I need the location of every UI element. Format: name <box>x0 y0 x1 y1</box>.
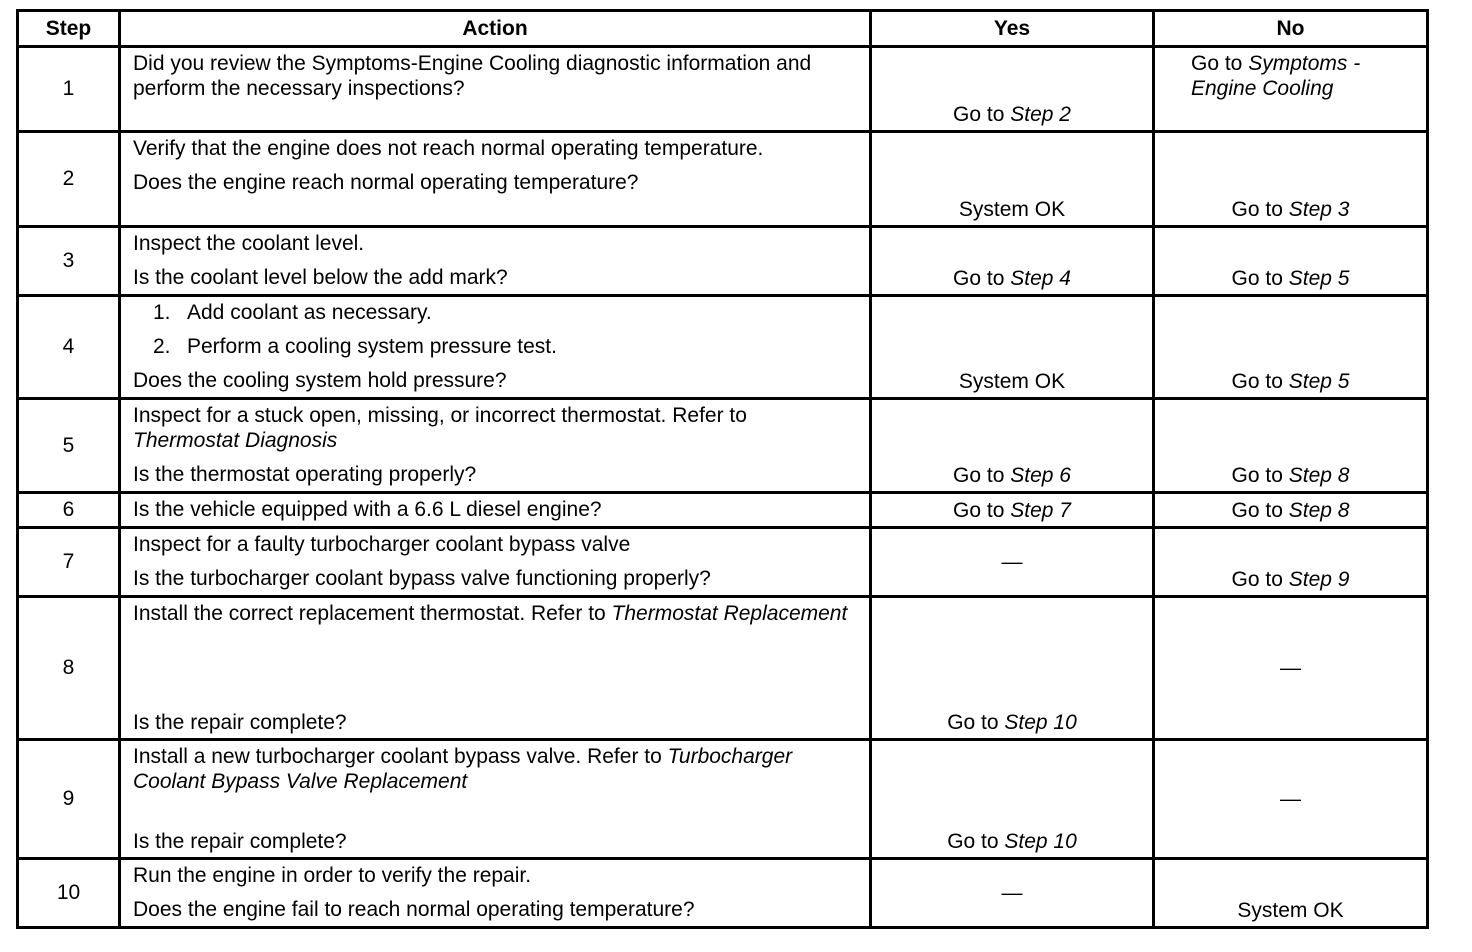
reference-link[interactable]: Thermostat Replacement <box>611 602 848 625</box>
action-question: Does the cooling system hold pressure? <box>133 369 507 392</box>
action-cell <box>120 597 871 740</box>
no-link[interactable]: Step 3 <box>1288 198 1350 221</box>
list-number: 1. <box>153 301 171 324</box>
no-link[interactable]: Step 9 <box>1288 568 1350 591</box>
yes-link[interactable]: Step 4 <box>1010 267 1071 290</box>
action-instruction: Verify that the engine does not reach normal operating temperature. <box>133 137 764 160</box>
yes-prefix: Go to <box>947 830 1005 853</box>
reference-link[interactable]: Turbocharger Coolant Bypass Valve Replacement <box>133 745 793 793</box>
yes-link[interactable]: Step 6 <box>1010 464 1071 487</box>
no-prefix: Go to <box>1231 464 1289 487</box>
action-question: Is the vehicle equipped with a 6.6 L diesel engine? <box>133 498 602 521</box>
yes-cell <box>871 296 1154 399</box>
no-link[interactable]: Step 8 <box>1288 464 1350 487</box>
table-row <box>18 47 1428 132</box>
no-prefix: Go to <box>1231 198 1289 221</box>
list-text: Add coolant as necessary. <box>187 301 432 324</box>
action-question: Does the engine fail to reach normal operating temperature? <box>133 898 695 921</box>
action-cell <box>120 859 871 928</box>
yes-cell <box>871 597 1154 740</box>
action-question: Is the coolant level below the add mark? <box>133 266 508 289</box>
no-cell <box>1154 528 1428 597</box>
instruction-text: Inspect for a stuck open, missing, or incorrect thermostat. Refer to <box>133 404 747 427</box>
action-cell <box>120 47 871 132</box>
action-cell <box>120 132 871 227</box>
yes-cell <box>871 399 1154 493</box>
yes-cell <box>871 859 1154 928</box>
yes-prefix: Go to <box>947 711 1005 734</box>
no-cell <box>1154 740 1428 859</box>
yes-cell <box>871 132 1154 227</box>
no-result: — <box>1280 656 1301 680</box>
no-prefix: Go to <box>1231 568 1289 591</box>
list-item <box>153 334 857 359</box>
table-row <box>18 493 1428 528</box>
yes-link[interactable]: Step 10 <box>1004 830 1077 853</box>
no-result: — <box>1280 787 1301 811</box>
no-link[interactable]: Step 8 <box>1288 499 1350 522</box>
action-cell <box>120 296 871 399</box>
action-instruction <box>133 403 857 453</box>
no-cell <box>1154 132 1428 227</box>
reference-link[interactable]: Thermostat Diagnosis <box>133 429 338 452</box>
action-cell <box>120 493 871 528</box>
table-row <box>18 859 1428 928</box>
no-cell <box>1154 493 1428 528</box>
no-cell <box>1154 47 1428 132</box>
action-instruction: Inspect the coolant level. <box>133 232 365 255</box>
header-row <box>18 11 1428 47</box>
step-number: 5 <box>18 399 120 493</box>
action-question: Is the repair complete? <box>133 711 347 734</box>
action-instruction <box>133 744 857 794</box>
action-question: Is the thermostat operating properly? <box>133 463 477 486</box>
yes-cell <box>871 740 1154 859</box>
yes-prefix: Go to <box>953 267 1011 290</box>
action-instruction: Run the engine in order to verify the repair. <box>133 864 532 887</box>
yes-cell <box>871 528 1154 597</box>
yes-cell <box>871 227 1154 296</box>
no-link[interactable]: Symptoms - Engine Cooling <box>1191 52 1361 100</box>
action-cell <box>120 227 871 296</box>
action-cell <box>120 399 871 493</box>
yes-link[interactable]: Step 2 <box>1010 103 1071 126</box>
no-cell <box>1154 227 1428 296</box>
no-prefix: Go to <box>1231 370 1289 393</box>
instruction-text: Install a new turbocharger coolant bypass valve. Refer to <box>133 745 668 768</box>
list-number: 2. <box>153 335 171 358</box>
no-cell <box>1154 859 1428 928</box>
yes-prefix: Go to <box>953 103 1011 126</box>
no-result: System OK <box>1237 899 1344 922</box>
yes-result: — <box>1001 881 1023 905</box>
step-number: 9 <box>18 740 120 859</box>
table-row <box>18 597 1428 740</box>
no-prefix: Go to <box>1231 267 1289 290</box>
action-question: Is the turbocharger coolant bypass valve functioning properly? <box>133 567 711 590</box>
no-prefix: Go to <box>1191 52 1249 75</box>
yes-result: System OK <box>958 370 1066 393</box>
step-number: 7 <box>18 528 120 597</box>
header-yes: Yes <box>871 11 1154 47</box>
yes-result: System OK <box>958 198 1066 221</box>
list-item <box>153 300 857 325</box>
no-cell <box>1154 597 1428 740</box>
step-number: 3 <box>18 227 120 296</box>
action-instruction: Inspect for a faulty turbocharger coolant bypass valve <box>133 533 631 556</box>
step-number: 6 <box>18 493 120 528</box>
header-action: Action <box>120 11 871 47</box>
yes-cell <box>871 493 1154 528</box>
table-row <box>18 528 1428 597</box>
action-cell <box>120 528 871 597</box>
table-row <box>18 399 1428 493</box>
yes-link[interactable]: Step 7 <box>1010 499 1071 522</box>
no-prefix: Go to <box>1231 499 1289 522</box>
step-number: 8 <box>18 597 120 740</box>
diagnostic-table <box>16 9 1429 929</box>
no-link[interactable]: Step 5 <box>1288 267 1350 290</box>
table-row <box>18 296 1428 399</box>
no-link[interactable]: Step 5 <box>1288 370 1350 393</box>
yes-prefix: Go to <box>953 464 1011 487</box>
table-row <box>18 227 1428 296</box>
header-step: Step <box>18 11 120 47</box>
table-row <box>18 740 1428 859</box>
action-question: Did you review the Symptoms-Engine Cooling diagnostic information and perform the necessary inspections? <box>133 52 812 100</box>
step-number: 1 <box>18 47 120 132</box>
list-text: Perform a cooling system pressure test. <box>187 335 557 358</box>
yes-result: — <box>1001 550 1023 574</box>
instruction-text: Install the correct replacement thermostat. Refer to <box>133 602 612 625</box>
yes-cell <box>871 47 1154 132</box>
yes-link[interactable]: Step 10 <box>1004 711 1077 734</box>
no-cell <box>1154 399 1428 493</box>
table-row <box>18 132 1428 227</box>
action-question: Is the repair complete? <box>133 830 347 853</box>
header-no: No <box>1154 11 1428 47</box>
action-cell <box>120 740 871 859</box>
action-instruction <box>133 601 857 626</box>
no-cell <box>1154 296 1428 399</box>
step-number: 4 <box>18 296 120 399</box>
step-number: 2 <box>18 132 120 227</box>
action-question: Does the engine reach normal operating temperature? <box>133 171 639 194</box>
step-number: 10 <box>18 859 120 928</box>
yes-prefix: Go to <box>953 499 1011 522</box>
